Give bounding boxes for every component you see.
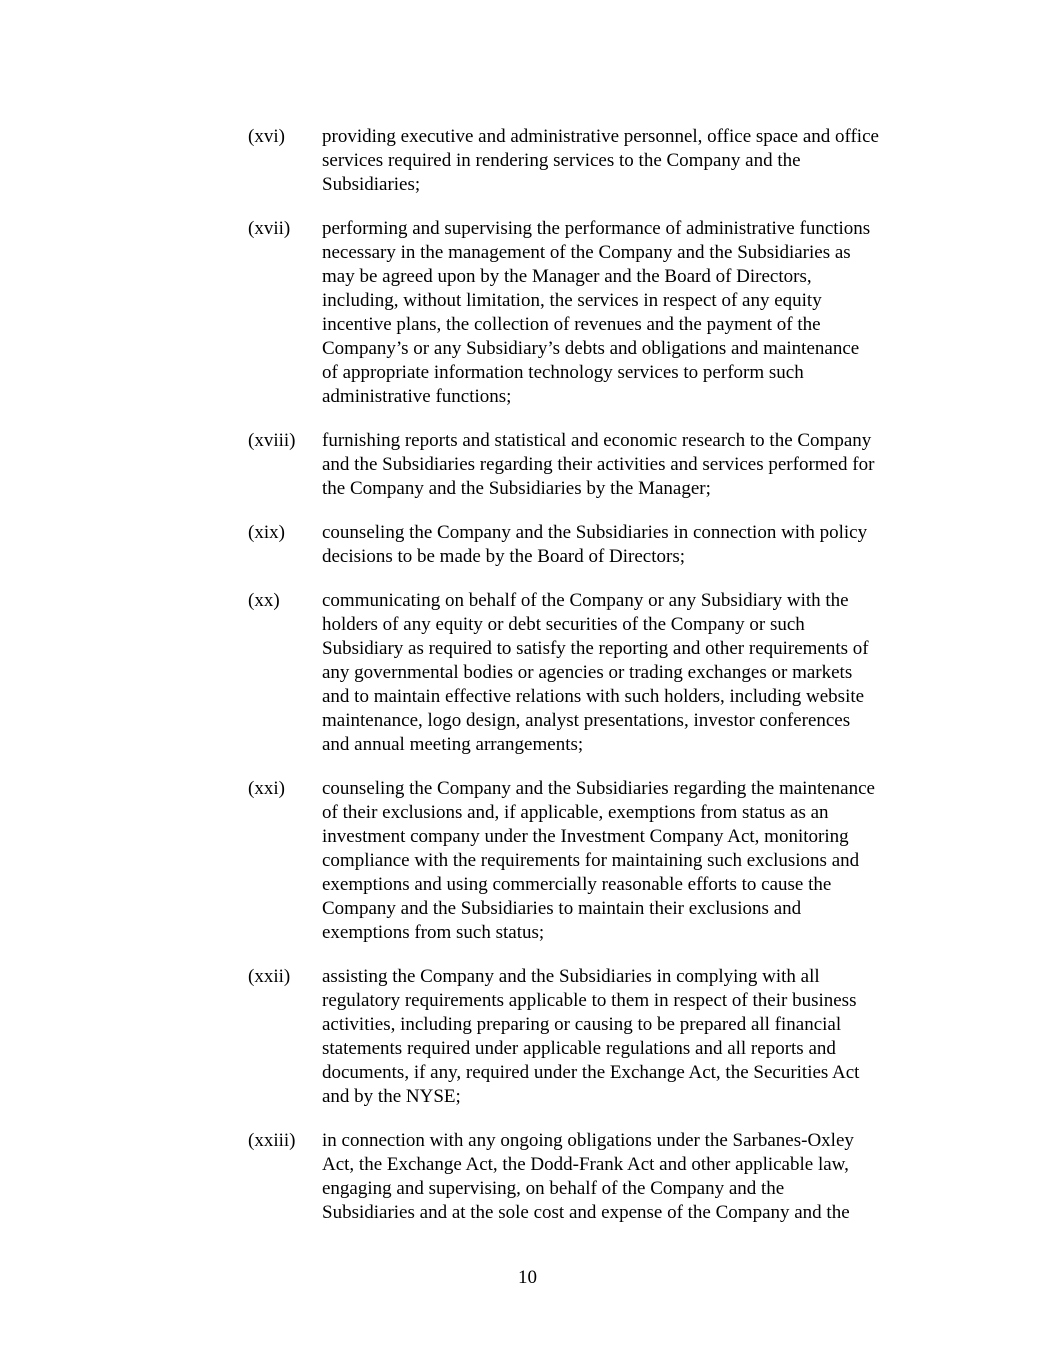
clause-number: (xvi)	[248, 126, 285, 147]
clause-text-line: Act, the Exchange Act, the Dodd-Frank Act and other applicable law,	[322, 1154, 849, 1175]
clause-text-line: the Company and the Subsidiaries by the Manager;	[322, 478, 711, 499]
clause-text-line: compliance with the requirements for maintaining such exclusions and	[322, 850, 860, 871]
clause-text-line: administrative functions;	[322, 386, 512, 407]
clause-item	[248, 521, 948, 569]
clause-text-line: exemptions from such status;	[322, 922, 545, 943]
clause-text-line: and annual meeting arrangements;	[322, 734, 584, 755]
clause-text	[322, 1129, 948, 1225]
clause-item	[248, 965, 948, 1109]
clause-text-line: and by the NYSE;	[322, 1086, 461, 1107]
clause-item	[248, 1129, 948, 1225]
clause-text	[322, 125, 948, 197]
clause-text-line: performing and supervising the performance of administrative functions	[322, 218, 871, 239]
clause-text-line: services required in rendering services to the Company and the	[322, 150, 801, 171]
clause-number: (xxii)	[248, 966, 291, 987]
clause-text	[322, 217, 948, 409]
clause-text	[322, 521, 948, 569]
clause-text-line: of their exclusions and, if applicable, exemptions from status as an	[322, 802, 829, 823]
clause-number: (xvii)	[248, 218, 291, 239]
clause-number: (xxiii)	[248, 1130, 296, 1151]
clause-list	[248, 125, 948, 1245]
clause-text-line: in connection with any ongoing obligations under the Sarbanes-Oxley	[322, 1130, 854, 1151]
clause-text-line: maintenance, logo design, analyst presentations, investor conferences	[322, 710, 851, 731]
clause-item	[248, 777, 948, 945]
clause-text-line: exemptions and using commercially reasonable efforts to cause the	[322, 874, 832, 895]
clause-text-line: may be agreed upon by the Manager and the Board of Directors,	[322, 266, 812, 287]
clause-text	[322, 965, 948, 1109]
clause-text-line: Subsidiaries and at the sole cost and expense of the Company and the	[322, 1202, 850, 1223]
clause-text-line: decisions to be made by the Board of Directors;	[322, 546, 686, 567]
clause-text-line: Company’s or any Subsidiary’s debts and obligations and maintenance	[322, 338, 860, 359]
clause-text-line: incentive plans, the collection of revenues and the payment of the	[322, 314, 821, 335]
page-number: 10	[518, 1267, 537, 1288]
clause-text-line: furnishing reports and statistical and economic research to the Company	[322, 430, 872, 451]
clause-item	[248, 589, 948, 757]
clause-text-line: holders of any equity or debt securities of the Company or such	[322, 614, 805, 635]
clause-item	[248, 217, 948, 409]
clause-text-line: activities, including preparing or causing to be prepared all financial	[322, 1014, 842, 1035]
clause-text	[322, 589, 948, 757]
clause-number: (xx)	[248, 590, 280, 611]
clause-text-line: documents, if any, required under the Exchange Act, the Securities Act	[322, 1062, 860, 1083]
clause-text-line: engaging and supervising, on behalf of the Company and the	[322, 1178, 785, 1199]
clause-text-line: regulatory requirements applicable to them in respect of their business	[322, 990, 857, 1011]
clause-text-line: statements required under applicable regulations and all reports and	[322, 1038, 836, 1059]
clause-text-line: assisting the Company and the Subsidiaries in complying with all	[322, 966, 820, 987]
clause-text-line: and the Subsidiaries regarding their activities and services performed for	[322, 454, 875, 475]
clause-text-line: Subsidiaries;	[322, 174, 421, 195]
clause-text-line: and to maintain effective relations with such holders, including website	[322, 686, 865, 707]
clause-text-line: Subsidiary as required to satisfy the reporting and other requirements of	[322, 638, 869, 659]
clause-text-line: of appropriate information technology services to perform such	[322, 362, 804, 383]
clause-text	[322, 777, 948, 945]
clause-text-line: necessary in the management of the Company and the Subsidiaries as	[322, 242, 851, 263]
clause-number: (xviii)	[248, 430, 296, 451]
clause-text-line: Company and the Subsidiaries to maintain their exclusions and	[322, 898, 802, 919]
clause-text-line: investment company under the Investment Company Act, monitoring	[322, 826, 849, 847]
clause-item	[248, 125, 948, 197]
clause-text-line: including, without limitation, the services in respect of any equity	[322, 290, 822, 311]
clause-text-line: any governmental bodies or agencies or trading exchanges or markets	[322, 662, 853, 683]
clause-text-line: communicating on behalf of the Company or any Subsidiary with the	[322, 590, 849, 611]
clause-text	[322, 429, 948, 501]
clause-text-line: providing executive and administrative personnel, office space and office	[322, 126, 879, 147]
clause-number: (xix)	[248, 522, 285, 543]
clause-text-line: counseling the Company and the Subsidiaries in connection with policy	[322, 522, 868, 543]
clause-text-line: counseling the Company and the Subsidiaries regarding the maintenance	[322, 778, 875, 799]
clause-number: (xxi)	[248, 778, 285, 799]
clause-item	[248, 429, 948, 501]
